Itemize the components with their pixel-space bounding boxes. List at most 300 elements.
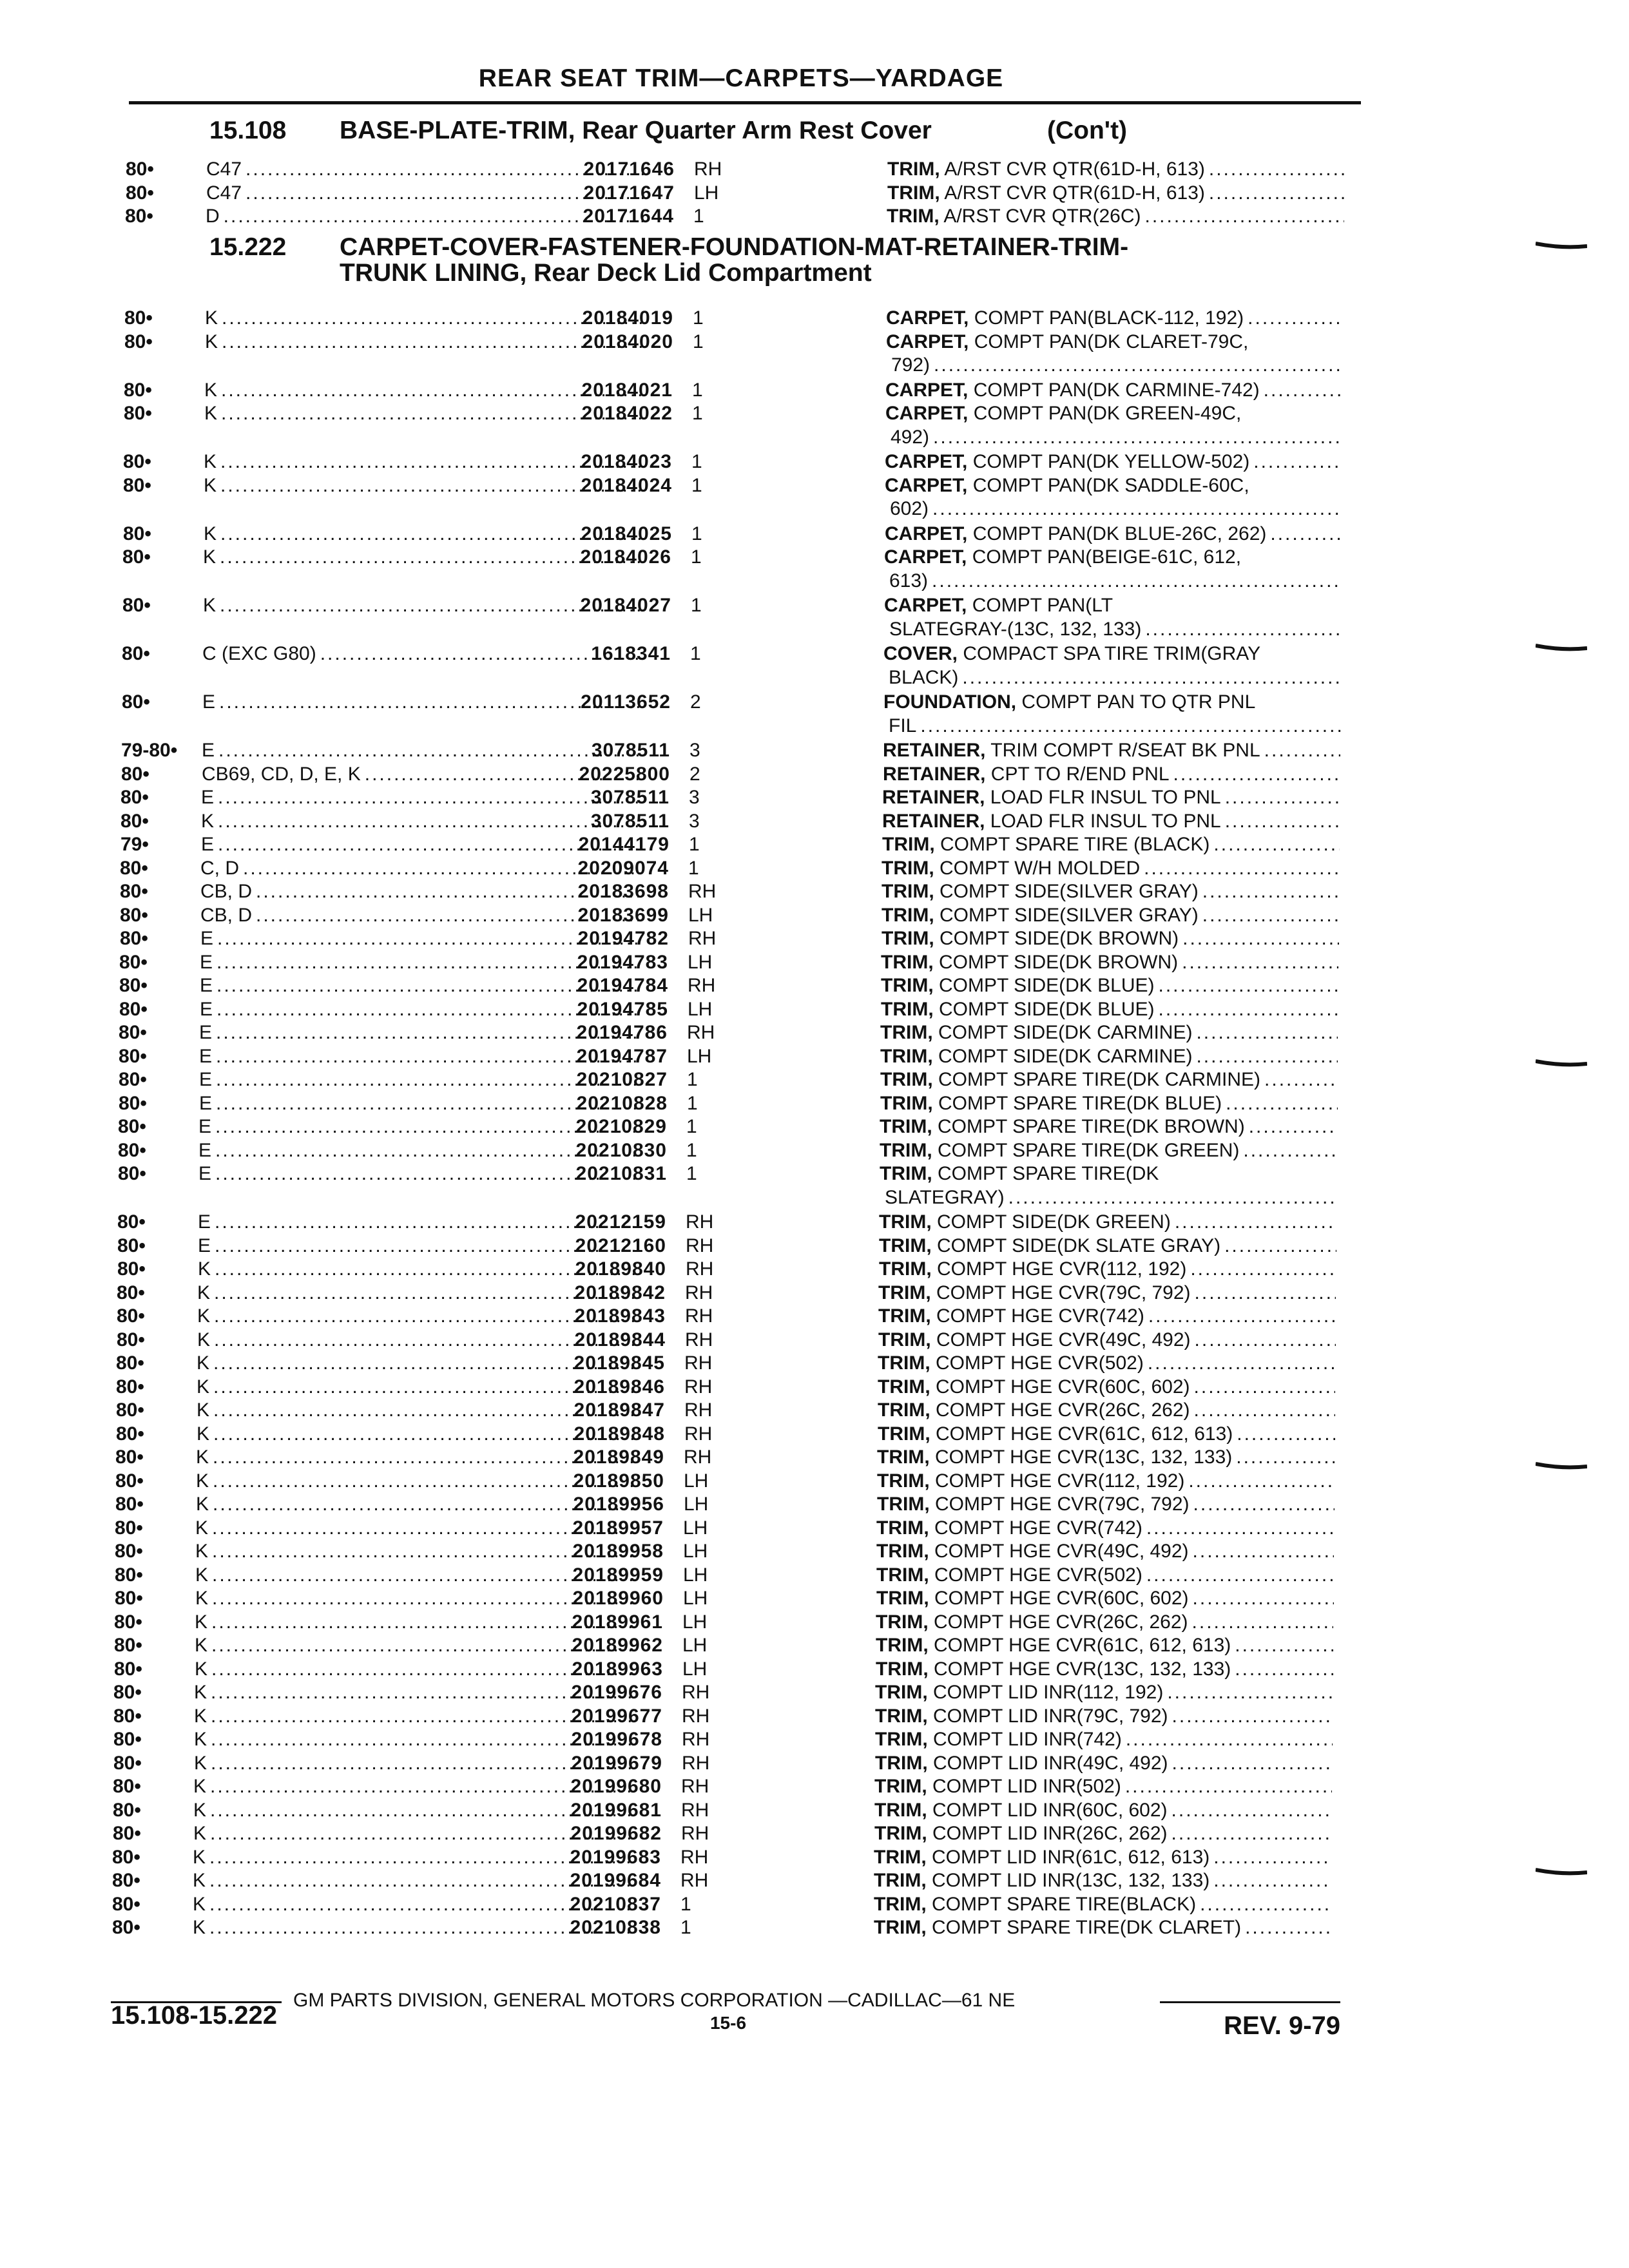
model-code-text: E	[199, 1069, 213, 1090]
part-description	[877, 1470, 1335, 1494]
description-line	[883, 666, 1341, 690]
leader-dots	[1148, 1305, 1336, 1329]
footer-rule-right	[1160, 2001, 1340, 2003]
model-year: 80•	[120, 881, 148, 902]
model-year: 80•	[115, 1588, 143, 1609]
part-number: 20194787	[576, 1045, 668, 1067]
part-description	[886, 307, 1344, 331]
description-line	[885, 474, 1342, 498]
part-number: 20209074	[577, 857, 669, 879]
model-year: 80•	[119, 998, 148, 1020]
description-line	[887, 158, 1345, 182]
part-description	[879, 1235, 1336, 1258]
quantity: RH	[684, 1352, 713, 1374]
description-text: TRIM, COMPT HGE CVR(61C, 612, 613)	[878, 1423, 1233, 1445]
model-year: 80•	[117, 1258, 146, 1280]
model-code-text: D	[206, 206, 220, 227]
model-code-text: K	[204, 474, 217, 496]
part-number: 20184019	[582, 307, 673, 329]
description-text: CARPET, COMPT PAN(DK CARMINE-742)	[885, 379, 1260, 401]
part-description	[882, 927, 1339, 951]
quantity: LH	[682, 1611, 708, 1633]
quantity: 2	[689, 763, 700, 785]
leader-dots	[1249, 1115, 1337, 1139]
description-line	[880, 1068, 1338, 1092]
model-year: 80•	[120, 904, 148, 926]
quantity: RH	[681, 1823, 709, 1844]
quantity: RH	[684, 1376, 713, 1398]
model-code-text: E	[199, 1045, 213, 1067]
description-text: TRIM, COMPT HGE CVR(502)	[876, 1564, 1142, 1586]
description-text: TRIM, A/RST CVR QTR(61D-H, 613)	[887, 182, 1205, 204]
quantity: 3	[689, 787, 700, 808]
description-text: 613)	[889, 570, 929, 591]
part-number: 20189956	[573, 1494, 664, 1515]
description-line	[883, 763, 1340, 787]
model-year: 80•	[119, 1022, 147, 1043]
part-description	[880, 1115, 1337, 1139]
description-line	[885, 523, 1342, 546]
description-line	[874, 1869, 1331, 1893]
part-description	[878, 1282, 1336, 1305]
quantity: 1	[692, 403, 703, 424]
description-line	[877, 1446, 1335, 1470]
model-code-text: K	[196, 1494, 209, 1515]
model-year: 80•	[119, 975, 148, 996]
part-number: 20183698	[577, 881, 669, 902]
model-year: 80•	[122, 546, 151, 568]
description-text: TRIM, COMPT SPARE TIRE(DK CARMINE)	[880, 1069, 1261, 1090]
model-year: 80•	[113, 1752, 142, 1774]
description-line	[882, 927, 1339, 951]
part-description	[880, 1045, 1338, 1069]
leader-dots	[1224, 1235, 1336, 1258]
description-text: TRIM, COMPT LID INR(79C, 792)	[875, 1705, 1168, 1727]
part-number: 20189957	[572, 1517, 664, 1539]
part-description	[880, 1068, 1338, 1092]
section-number: 15.222	[209, 233, 287, 261]
model-year: 80•	[112, 1893, 140, 1915]
quantity: RH	[688, 975, 716, 996]
leader-dots	[1171, 1799, 1332, 1823]
leader-dots	[1192, 1611, 1333, 1635]
description-text: TRIM, COMPT SIDE(SILVER GRAY)	[882, 904, 1199, 926]
model-year: 80•	[122, 643, 150, 664]
model-code-text: E	[198, 1235, 211, 1256]
quantity: 1	[686, 1116, 697, 1137]
part-description	[874, 1893, 1331, 1917]
quantity: RH	[682, 1729, 710, 1750]
model-code-text: E	[202, 740, 215, 761]
description-text: 792)	[891, 354, 930, 376]
quantity: RH	[681, 1799, 709, 1821]
quantity: RH	[682, 1705, 710, 1727]
description-text: TRIM, COMPT HGE CVR(26C, 262)	[878, 1399, 1190, 1421]
part-description	[885, 523, 1342, 546]
model-year: 80•	[113, 1799, 141, 1821]
part-number: 20184023	[581, 451, 672, 472]
description-line	[882, 904, 1339, 928]
description-line	[882, 786, 1340, 810]
part-description	[885, 379, 1343, 403]
model-year: 80•	[118, 1139, 146, 1161]
leader-dots	[1175, 1211, 1336, 1235]
model-year: 80•	[117, 1282, 145, 1303]
quantity: RH	[680, 1870, 709, 1891]
leader-dots	[1159, 998, 1339, 1022]
part-number: 20210837	[570, 1893, 661, 1915]
part-description	[876, 1517, 1334, 1541]
description-text: TRIM, COMPT SIDE(DK BROWN)	[881, 951, 1179, 973]
quantity: RH	[684, 1446, 712, 1468]
leader-dots	[1236, 1446, 1335, 1470]
model-code-text: C47	[206, 182, 242, 204]
model-code-text: K	[195, 1564, 209, 1586]
part-number: 20189963	[572, 1658, 663, 1680]
part-description	[882, 880, 1339, 904]
model-code-text: K	[195, 1541, 209, 1562]
part-description	[878, 1305, 1336, 1329]
part-description	[875, 1705, 1333, 1729]
binding-mark	[1536, 241, 1587, 251]
model-year: 80•	[115, 1494, 144, 1515]
part-number: 20199676	[571, 1682, 662, 1703]
quantity: RH	[686, 1235, 714, 1256]
quantity: 1	[689, 834, 700, 855]
leader-dots	[1213, 1846, 1331, 1870]
part-description	[880, 1021, 1338, 1045]
model-code-text: E	[200, 951, 213, 973]
description-line	[880, 1115, 1337, 1139]
description-line	[878, 1352, 1335, 1376]
part-number: 20199680	[570, 1776, 662, 1797]
description-text: CARPET, COMPT PAN(DK CLARET-79C,	[886, 331, 1249, 352]
part-number: 20199681	[570, 1799, 662, 1821]
leader-dots	[1173, 763, 1340, 787]
leader-dots	[1194, 1399, 1335, 1423]
part-number: 20210831	[575, 1163, 667, 1184]
part-description	[874, 1822, 1332, 1846]
part-number: 20199684	[570, 1870, 661, 1891]
model-code-text: E	[198, 1139, 212, 1161]
model-code-text: K	[195, 1611, 208, 1633]
footer-revision: REV. 9-79	[1224, 2012, 1340, 2040]
binding-mark	[1536, 1059, 1587, 1069]
description-text: BLACK)	[889, 666, 959, 688]
description-text: RETAINER, TRIM COMPT R/SEAT BK PNL	[883, 740, 1260, 761]
leader-dots	[1145, 618, 1342, 642]
quantity: LH	[688, 998, 713, 1020]
description-line	[882, 833, 1340, 857]
description-line	[877, 1470, 1335, 1494]
model-code-text: K	[194, 1729, 207, 1750]
description-line	[879, 1211, 1336, 1235]
part-description	[886, 331, 1344, 378]
quantity: RH	[685, 1329, 713, 1350]
part-description	[875, 1728, 1333, 1752]
part-description	[883, 691, 1341, 738]
model-code-text: K	[197, 1423, 210, 1445]
description-text: SLATEGRAY)	[885, 1186, 1005, 1208]
description-line	[874, 1775, 1332, 1799]
description-text: TRIM, COMPT HGE CVR(49C, 492)	[878, 1329, 1191, 1350]
description-text: RETAINER, CPT TO R/END PNL	[883, 763, 1170, 785]
model-code-text: K	[193, 1917, 206, 1938]
model-year: 80•	[126, 182, 154, 204]
description-line	[883, 691, 1341, 715]
leader-dots	[1195, 1282, 1336, 1305]
model-code-text: K	[193, 1799, 207, 1821]
leader-dots	[1245, 1916, 1331, 1940]
part-number: 20189843	[574, 1305, 666, 1327]
part-number: 20189848	[574, 1423, 665, 1445]
description-line	[882, 880, 1339, 904]
part-description	[882, 810, 1340, 834]
part-number: 3078511	[591, 740, 670, 761]
part-description	[883, 642, 1341, 689]
description-line	[876, 1540, 1334, 1564]
description-text: TRIM, COMPT HGE CVR(502)	[878, 1352, 1144, 1374]
leader-dots	[932, 497, 1342, 521]
description-line	[886, 307, 1344, 331]
model-code-text: E	[198, 1163, 212, 1184]
quantity: LH	[682, 1635, 708, 1656]
model-code-text: K	[197, 1376, 210, 1398]
model-code-text: E	[200, 928, 214, 949]
model-code-text: K	[197, 1352, 210, 1374]
part-number: 20199679	[571, 1752, 662, 1774]
description-text: TRIM, COMPT SPARE TIRE(DK GREEN)	[880, 1139, 1240, 1161]
description-text: TRIM, A/RST CVR QTR(26C)	[887, 206, 1141, 227]
part-description	[878, 1352, 1335, 1376]
model-code-text: K	[195, 1635, 208, 1656]
section-title-line-2: TRUNK LINING, Rear Deck Lid Compartment	[340, 259, 872, 287]
model-code-text: C, D	[200, 857, 239, 879]
part-description	[880, 1162, 1337, 1209]
description-line	[882, 857, 1339, 881]
quantity: 1	[693, 206, 704, 227]
quantity: LH	[683, 1564, 708, 1586]
leader-dots	[1196, 1045, 1338, 1069]
part-number: 20189840	[575, 1258, 666, 1280]
description-text: TRIM, COMPT W/H MOLDED	[882, 857, 1141, 879]
model-year: 80•	[122, 595, 151, 616]
model-code-text: K	[205, 331, 218, 352]
leader-dots	[1225, 786, 1340, 810]
model-year: 80•	[112, 1846, 140, 1868]
description-text: TRIM, COMPT SIDE(DK BROWN)	[882, 928, 1179, 949]
description-text: FOUNDATION, COMPT PAN TO QTR PNL	[883, 691, 1256, 713]
part-description	[874, 1869, 1331, 1893]
leader-dots	[1195, 1329, 1336, 1352]
model-year: 80•	[123, 474, 151, 496]
part-description	[876, 1611, 1333, 1635]
quantity: 2	[690, 691, 701, 713]
part-number: 20184025	[581, 523, 672, 544]
model-year: 80•	[113, 1682, 142, 1703]
model-year: 80•	[117, 1329, 145, 1350]
leader-dots	[1225, 810, 1340, 834]
description-text: TRIM, COMPT SIDE(DK BLUE)	[881, 998, 1155, 1020]
part-description	[878, 1329, 1336, 1352]
model-year: 80•	[116, 1399, 144, 1421]
model-code-text: E	[202, 691, 216, 713]
model-year: 80•	[115, 1470, 144, 1492]
part-description	[881, 974, 1338, 998]
model-code-text: E	[198, 1211, 211, 1233]
model-year: 80•	[113, 1823, 141, 1844]
part-description	[874, 1916, 1331, 1940]
model-year: 80•	[120, 810, 149, 832]
description-line	[884, 546, 1342, 570]
leader-dots	[1193, 1493, 1335, 1517]
leader-dots	[1226, 1092, 1338, 1116]
model-year: 79-80•	[121, 740, 178, 761]
part-description	[874, 1799, 1332, 1823]
part-number: 20189844	[574, 1329, 666, 1350]
description-text: FIL	[889, 715, 917, 736]
quantity: RH	[684, 1423, 713, 1445]
quantity: LH	[683, 1517, 708, 1539]
description-text: TRIM, COMPT HGE CVR(742)	[878, 1305, 1144, 1327]
leader-dots	[1243, 1139, 1337, 1163]
model-year: 80•	[115, 1541, 143, 1562]
description-line	[887, 205, 1344, 229]
part-description	[881, 951, 1338, 975]
part-description	[887, 182, 1345, 206]
description-text: TRIM, COMPT SIDE(DK BLUE)	[881, 975, 1155, 996]
part-number: 20184027	[580, 595, 671, 616]
description-text: 602)	[890, 498, 929, 519]
part-number: 20194782	[577, 928, 669, 949]
quantity: RH	[682, 1752, 710, 1774]
model-year: 80•	[116, 1376, 144, 1398]
model-code-text: E	[200, 975, 213, 996]
quantity: LH	[684, 1470, 709, 1492]
quantity: RH	[680, 1846, 709, 1868]
model-year: 80•	[118, 1116, 146, 1137]
quantity: LH	[682, 1658, 708, 1680]
description-line	[883, 739, 1340, 763]
part-number: 20189846	[574, 1376, 665, 1398]
part-number: 20189850	[573, 1470, 664, 1492]
part-description	[874, 1775, 1332, 1799]
leader-dots	[1144, 857, 1339, 881]
part-number: 20189849	[573, 1446, 664, 1468]
quantity: LH	[683, 1541, 708, 1562]
description-text: TRIM, A/RST CVR QTR(61D-H, 613)	[887, 159, 1205, 180]
description-line	[878, 1282, 1336, 1305]
description-text: TRIM, COMPT SPARE TIRE(DK BLUE)	[880, 1092, 1222, 1114]
description-text: TRIM, COMPT SPARE TIRE(BLACK)	[874, 1893, 1197, 1915]
description-line	[874, 1822, 1332, 1846]
description-text: TRIM, COMPT HGE CVR(742)	[876, 1517, 1142, 1539]
part-number: 20171647	[583, 182, 675, 204]
footer-section-range: 15.108-15.222	[111, 2001, 278, 2030]
binding-mark	[1536, 643, 1587, 653]
description-line	[874, 1916, 1331, 1940]
model-code-text: K	[194, 1682, 207, 1703]
description-line	[882, 810, 1340, 834]
quantity: RH	[688, 881, 717, 902]
model-code-text: K	[204, 403, 218, 424]
part-number: 20171646	[583, 159, 675, 180]
model-year: 80•	[114, 1611, 142, 1633]
description-text: TRIM, COMPT LID INR(49C, 492)	[875, 1752, 1168, 1774]
model-year: 80•	[114, 1635, 142, 1656]
leader-dots	[934, 354, 1344, 378]
description-line	[876, 1517, 1334, 1541]
description-line	[877, 1493, 1335, 1517]
description-line	[885, 379, 1343, 403]
model-year: 80•	[125, 206, 153, 227]
part-number: 20144179	[578, 834, 670, 855]
part-description	[884, 546, 1342, 593]
model-year: 80•	[117, 1305, 145, 1327]
model-code-text: CB, D	[200, 904, 253, 926]
description-line	[875, 1705, 1333, 1729]
description-text: SLATEGRAY-(13C, 132, 133)	[889, 618, 1142, 640]
leader-dots	[1193, 1540, 1334, 1564]
description-text: TRIM, COMPT SIDE(DK CARMINE)	[880, 1045, 1193, 1067]
model-code-text: CB69, CD, D, E, K	[202, 763, 361, 785]
part-description	[878, 1376, 1335, 1399]
leader-dots	[1148, 1352, 1335, 1376]
description-line	[876, 1564, 1334, 1588]
part-description	[874, 1846, 1331, 1870]
description-line	[880, 1186, 1337, 1210]
model-code-text: E	[201, 787, 215, 808]
part-number: 20184021	[581, 379, 673, 401]
part-number: 1618341	[591, 643, 671, 664]
quantity: 1	[687, 1092, 698, 1114]
description-line	[880, 1139, 1337, 1163]
description-text: TRIM, COMPT LID INR(502)	[874, 1776, 1121, 1797]
description-line	[885, 450, 1342, 474]
part-number: 20225800	[579, 763, 670, 785]
model-year: 80•	[116, 1352, 144, 1374]
description-line	[887, 182, 1345, 206]
quantity: RH	[682, 1682, 710, 1703]
part-description	[876, 1634, 1333, 1658]
description-text: TRIM, COMPT HGE CVR(61C, 612, 613)	[876, 1635, 1231, 1656]
model-code-text: C47	[206, 159, 242, 180]
model-year: 80•	[120, 787, 149, 808]
part-number: 20189960	[572, 1588, 664, 1609]
quantity: RH	[686, 1258, 714, 1280]
leader-dots	[1182, 951, 1338, 975]
description-line	[884, 570, 1342, 593]
description-line	[885, 402, 1343, 426]
part-description	[877, 1446, 1335, 1470]
leader-dots	[1188, 1470, 1335, 1494]
header-rule	[129, 101, 1361, 104]
description-text: TRIM, COMPT HGE CVR(112, 192)	[879, 1258, 1187, 1280]
part-number: 20113652	[581, 691, 671, 713]
model-code-text: E	[199, 1092, 213, 1114]
leader-dots	[1253, 450, 1342, 474]
model-code-text: E	[201, 834, 215, 855]
quantity: 1	[691, 474, 702, 496]
leader-dots	[1159, 974, 1339, 998]
part-description	[878, 1423, 1335, 1446]
model-year: 80•	[124, 307, 153, 329]
part-description	[881, 998, 1338, 1022]
leader-dots	[1270, 523, 1342, 546]
footer-publisher: GM PARTS DIVISION, GENERAL MOTORS CORPORATION —CADILLAC—61 NE	[293, 1990, 1016, 2011]
leader-dots	[1146, 1564, 1334, 1588]
part-number: 20212160	[575, 1235, 666, 1256]
